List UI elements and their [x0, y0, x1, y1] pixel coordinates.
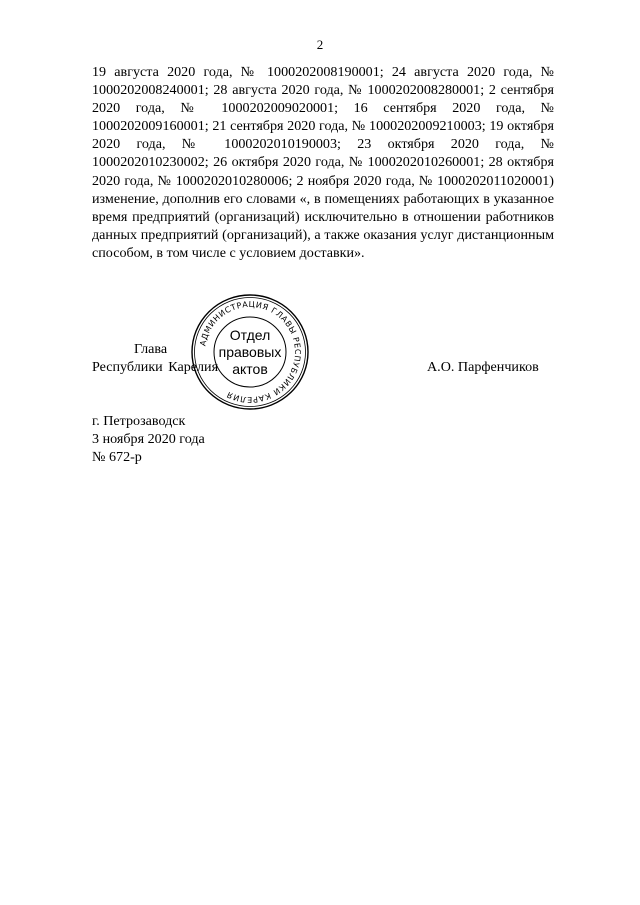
signature-name: А.О. Парфенчиков	[427, 359, 539, 375]
official-seal	[190, 293, 310, 411]
document-footer	[92, 412, 205, 466]
seal-center-line1: Отдел	[229, 327, 271, 343]
seal-center-line3: актов	[232, 361, 268, 377]
signature-role: Глава	[134, 341, 168, 357]
footer-number: № 672-р	[92, 449, 142, 465]
footer-city: г. Петрозаводск	[92, 413, 186, 429]
footer-date: 3 ноября 2020 года	[92, 431, 205, 447]
body-paragraph: 19 августа 2020 года, № 1000202008190001; 24 августа 2020 года, № 1000202008240001; 28 августа 2020 года, № 1000202008280001; 2 сентября 2020 года, № 1000202009020001; 16 сентября 2020 года, № 1000202009160001; 21 сентября 2020 года, № 1000202009210003; 19 октября 2020 года, № 1000202010190003; 23 октября 2020 года, № 1000202010230002; 26 октября 2020 года, № 1000202010260001; 28 октября 2020 года, № 1000202010280006; 2 ноября 2020 года, № 1000202011020001) изменение, дополнив его словами «, в помещениях работающих в указанное время предприятий (организаций) исключительно в отношении работников данных предприятий (организаций), а также оказания услуг дистанционным способом, в том числе с условием доставки».	[92, 64, 554, 261]
seal-ring-text: АДМИНИСТРАЦИЯ ГЛАВЫ РЕСПУБЛИКИ КАРЕЛИЯ	[198, 299, 303, 405]
signature-region: Республики Карелия	[92, 359, 219, 375]
page-number: 2	[316, 37, 324, 52]
seal-graphic	[190, 293, 310, 411]
seal-center-line2: правовых	[218, 344, 282, 360]
